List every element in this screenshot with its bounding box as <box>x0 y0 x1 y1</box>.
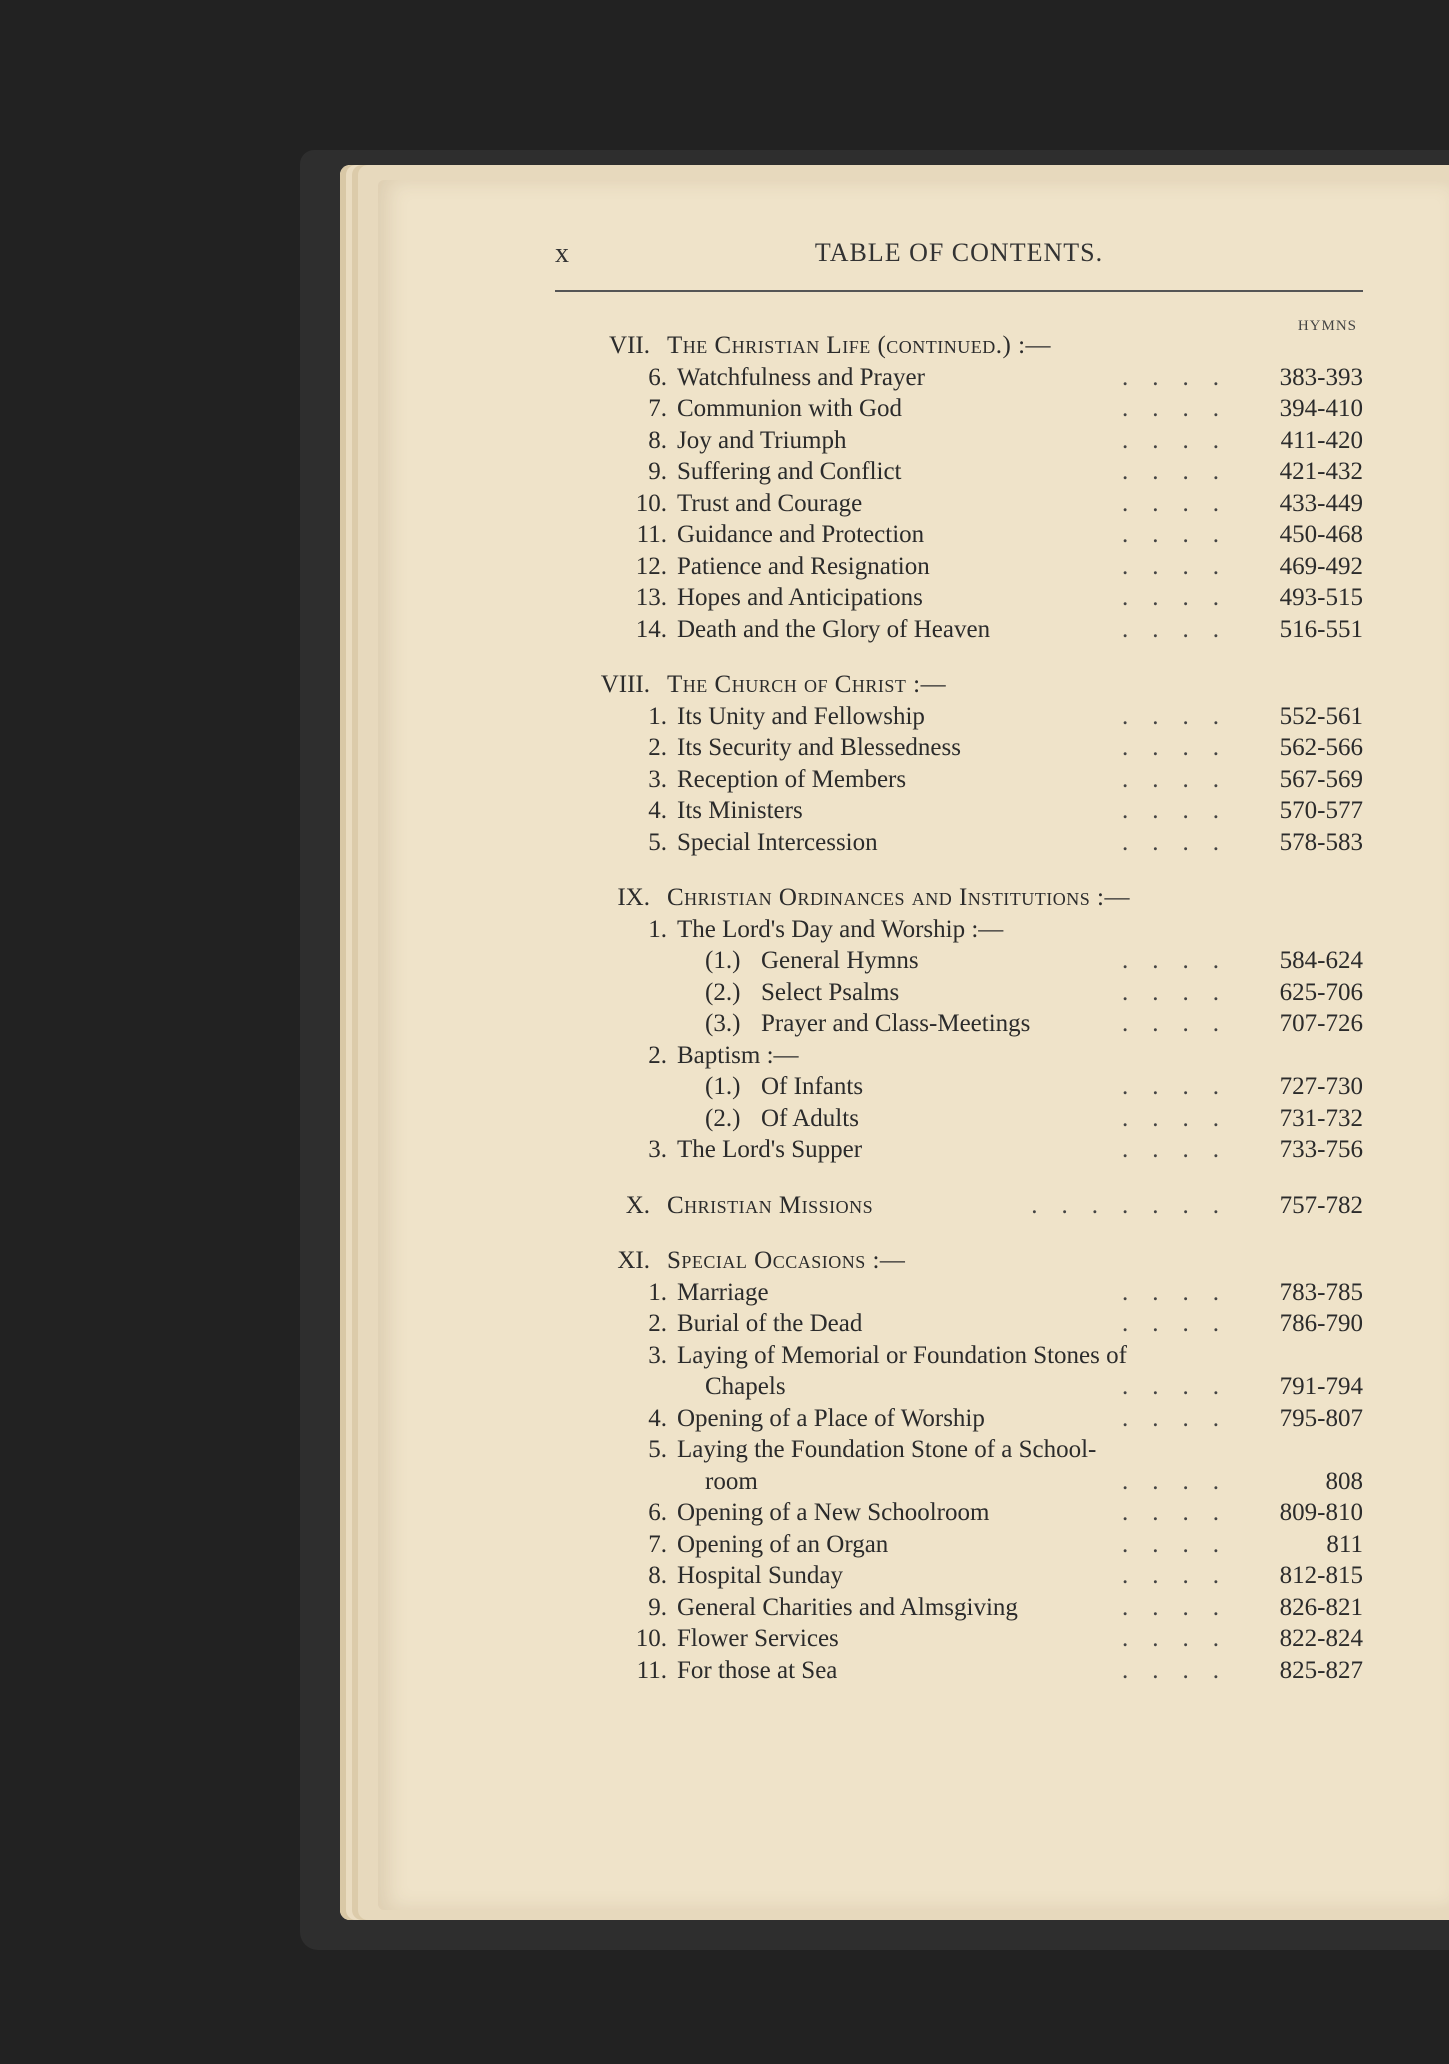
entry-number: 6. <box>648 363 667 391</box>
toc-entry <box>555 1531 1363 1563</box>
leader-dots: .... <box>1122 1530 1243 1558</box>
hymn-range: 450-468 <box>1279 521 1363 548</box>
section-heading <box>555 884 1363 916</box>
toc-entry <box>555 947 1363 979</box>
entry-number: 10. <box>635 489 667 517</box>
entry-label: Communion with God <box>677 395 903 422</box>
section-heading <box>555 332 1363 364</box>
hymn-range: 516-551 <box>1279 615 1363 643</box>
leader-dots: .... <box>1122 1278 1243 1306</box>
leader-dots: .... <box>1122 828 1243 856</box>
toc-entry <box>555 1405 1363 1437</box>
section-heading <box>555 1192 1363 1224</box>
section-number: IX. <box>617 884 650 911</box>
leader-dots: .... <box>1122 615 1243 643</box>
section-number: VIII. <box>600 671 650 698</box>
entry-label: Its Security and Blessedness <box>677 734 961 761</box>
toc-entry <box>555 1625 1363 1657</box>
entry-label: Of Infants <box>761 1073 864 1100</box>
entry-number: (3.) <box>705 1010 741 1037</box>
hymn-range: 411-420 <box>1280 426 1363 454</box>
entry-label: Marriage <box>677 1278 769 1306</box>
section-title: The Christian Life (continued.) :— <box>667 332 1052 359</box>
entry-label: General Hymns <box>761 947 919 974</box>
entry-number: 3. <box>648 1136 667 1163</box>
hymn-range: 469-492 <box>1279 552 1363 580</box>
hymn-range: 433-449 <box>1279 489 1363 517</box>
page-number: x <box>555 238 569 269</box>
toc-entry <box>555 553 1363 585</box>
toc-entry <box>555 1373 1363 1405</box>
hymn-range: 727-730 <box>1279 1073 1363 1100</box>
section-title: The Church of Christ :— <box>667 671 947 698</box>
toc-entry <box>555 1468 1363 1500</box>
entry-label: Chapels <box>705 1373 786 1400</box>
leader-dots: .... <box>1122 363 1243 391</box>
section-title: Special Occasions :— <box>667 1247 906 1274</box>
leader-dots: .... <box>1122 489 1243 517</box>
page-title: TABLE OF CONTENTS. <box>814 238 1104 267</box>
toc-entry <box>555 616 1363 648</box>
toc-entry <box>555 1436 1363 1468</box>
entry-label: room <box>705 1467 758 1495</box>
hymn-range: 493-515 <box>1279 584 1363 611</box>
leader-dots: .... <box>1122 584 1243 611</box>
hymn-range: 783-785 <box>1279 1278 1363 1306</box>
hymn-range: 809-810 <box>1279 1499 1363 1526</box>
entry-number: (2.) <box>705 1104 741 1132</box>
entry-number: 9. <box>648 458 667 485</box>
entry-label: Special Intercession <box>677 828 878 856</box>
section-title: Christian Ordinances and Institutions :— <box>667 884 1130 911</box>
toc-entry <box>555 1042 1363 1074</box>
hymn-range: 567-569 <box>1279 765 1363 793</box>
toc-entry <box>555 916 1363 948</box>
entry-number: 12. <box>635 552 667 580</box>
leader-dots: .... <box>1122 552 1243 580</box>
leader-dots: .... <box>1122 426 1243 454</box>
entry-number: 3. <box>648 765 667 793</box>
entry-label: Prayer and Class-Meetings <box>761 1010 1031 1037</box>
leader-dots: .... <box>1122 1073 1243 1100</box>
leader-dots: .... <box>1122 947 1243 974</box>
entry-label: Suffering and Conflict <box>677 458 902 485</box>
entry-number: 14. <box>635 615 667 643</box>
hymn-range: 795-807 <box>1279 1404 1363 1432</box>
toc-entry <box>555 1657 1363 1689</box>
entry-label: Opening of an Organ <box>677 1530 889 1558</box>
section-heading <box>555 671 1363 703</box>
leader-dots: .... <box>1122 1104 1243 1132</box>
leader-dots: .... <box>1122 797 1243 824</box>
entry-number: 5. <box>648 1436 667 1463</box>
entry-label: Trust and Courage <box>677 489 863 517</box>
entry-number: 9. <box>648 1593 667 1621</box>
hymn-range: 570-577 <box>1279 797 1363 824</box>
entry-label: General Charities and Almsgiving <box>677 1593 1018 1621</box>
entry-label: Reception of Members <box>677 765 907 793</box>
hymn-range: 578-583 <box>1279 828 1363 856</box>
hymn-range: 625-706 <box>1279 978 1363 1006</box>
hymn-range: 826-821 <box>1279 1593 1363 1621</box>
entry-label: Guidance and Protection <box>677 521 925 548</box>
entry-number: 1. <box>648 702 667 730</box>
hymn-range: 731-732 <box>1279 1104 1363 1132</box>
leader-dots: .... <box>1122 1010 1243 1037</box>
toc-entry <box>555 458 1363 490</box>
entry-number: 10. <box>635 1625 667 1652</box>
toc-entry <box>555 1562 1363 1594</box>
hymn-range: 808 <box>1325 1467 1363 1495</box>
toc-entry <box>555 1310 1363 1342</box>
leader-dots: .... <box>1122 1404 1243 1432</box>
leader-dots: .... <box>1122 1656 1243 1684</box>
leader-dots: .... <box>1122 1593 1243 1621</box>
toc-entry <box>555 1010 1363 1042</box>
leader-dots: .... <box>1122 1310 1243 1337</box>
entry-label: Watchfulness and Prayer <box>677 363 925 391</box>
entry-number: 2. <box>648 1310 667 1337</box>
leader-dots: .... <box>1122 978 1243 1006</box>
toc-entry <box>555 521 1363 553</box>
entry-label: Baptism :— <box>677 1041 799 1069</box>
entry-number: 7. <box>648 395 667 422</box>
hymn-range: 825-827 <box>1279 1656 1363 1684</box>
entry-number: (1.) <box>705 947 741 974</box>
hymn-range: 811 <box>1326 1530 1363 1558</box>
toc-entry <box>555 584 1363 616</box>
toc-entry <box>555 734 1363 766</box>
entry-number: 8. <box>648 426 667 454</box>
section-number: XI. <box>617 1247 650 1274</box>
entry-number: 7. <box>648 1530 667 1558</box>
entry-number: 11. <box>636 521 667 548</box>
toc-entry <box>555 979 1363 1011</box>
leader-dots: .... <box>1122 765 1243 793</box>
entry-number: 1. <box>648 915 667 943</box>
entry-number: 2. <box>648 1041 667 1069</box>
entry-label: Patience and Resignation <box>677 552 930 580</box>
entry-label: The Lord's Supper <box>677 1136 863 1163</box>
hymn-range: 383-393 <box>1279 363 1363 391</box>
toc-entry <box>555 395 1363 427</box>
toc-entry <box>555 1073 1363 1105</box>
hymn-range: 733-756 <box>1279 1136 1363 1163</box>
toc-entry <box>555 1105 1363 1137</box>
entry-number: 11. <box>636 1656 667 1684</box>
entry-number: 4. <box>648 1404 667 1432</box>
entry-label: Its Ministers <box>677 797 803 824</box>
entry-label: Hopes and Anticipations <box>677 584 923 611</box>
hymn-range: 394-410 <box>1279 395 1363 422</box>
toc-entry <box>555 1342 1363 1374</box>
entry-label: Opening of a New Schoolroom <box>677 1499 990 1526</box>
hymn-range: 552-561 <box>1279 702 1363 730</box>
toc-entry <box>555 829 1363 861</box>
entry-label: Opening of a Place of Worship <box>677 1404 985 1432</box>
hymn-range: 421-432 <box>1279 458 1363 485</box>
entry-number: 13. <box>635 584 667 611</box>
toc-entry <box>555 490 1363 522</box>
entry-number: 5. <box>648 828 667 856</box>
leader-dots: ....... <box>1031 1191 1243 1219</box>
entry-label: Select Psalms <box>761 978 900 1006</box>
leader-dots: .... <box>1122 1499 1243 1526</box>
entry-number: (1.) <box>705 1073 741 1100</box>
section-title: Christian Missions <box>667 1191 874 1219</box>
entry-number: 1. <box>648 1278 667 1306</box>
leader-dots: .... <box>1122 1373 1243 1400</box>
entry-label: Death and the Glory of Heaven <box>677 615 991 643</box>
entry-label: Burial of the Dead <box>677 1310 863 1337</box>
entry-number: 2. <box>648 734 667 761</box>
leader-dots: .... <box>1122 458 1243 485</box>
hymn-range: 584-624 <box>1279 947 1363 974</box>
hymn-range: 786-790 <box>1279 1310 1363 1337</box>
leader-dots: .... <box>1122 1625 1243 1652</box>
entry-number: 6. <box>648 1499 667 1526</box>
entry-label: The Lord's Day and Worship :— <box>677 915 1004 943</box>
header-rule <box>555 290 1363 292</box>
leader-dots: .... <box>1122 1136 1243 1163</box>
hymn-range: 822-824 <box>1279 1625 1363 1652</box>
hymn-range: 757-782 <box>1279 1191 1363 1219</box>
toc-entry <box>555 427 1363 459</box>
toc-entry <box>555 1594 1363 1626</box>
leader-dots: .... <box>1122 734 1243 761</box>
toc-entry <box>555 1499 1363 1531</box>
entry-label: Of Adults <box>761 1104 859 1132</box>
page-header <box>555 233 1363 283</box>
entry-number: 8. <box>648 1562 667 1589</box>
leader-dots: .... <box>1122 1467 1243 1495</box>
section-heading <box>555 1247 1363 1279</box>
entry-number: 4. <box>648 797 667 824</box>
entry-label: For those at Sea <box>677 1656 838 1684</box>
entry-label: Laying the Foundation Stone of a School- <box>677 1436 1097 1463</box>
entry-number: 3. <box>648 1341 667 1369</box>
leader-dots: .... <box>1122 521 1243 548</box>
toc-entry <box>555 364 1363 396</box>
leader-dots: .... <box>1122 702 1243 730</box>
leader-dots: .... <box>1122 1562 1243 1589</box>
entry-label: Laying of Memorial or Foundation Stones of <box>677 1341 1127 1369</box>
table-of-contents <box>555 332 1363 1688</box>
column-label: HYMNS <box>1297 318 1357 334</box>
hymn-range: 812-815 <box>1279 1562 1363 1589</box>
toc-entry <box>555 1279 1363 1311</box>
entry-label: Flower Services <box>677 1625 839 1652</box>
section-number: X. <box>625 1191 650 1219</box>
hymn-range: 707-726 <box>1279 1010 1363 1037</box>
toc-entry <box>555 797 1363 829</box>
entry-label: Hospital Sunday <box>677 1562 843 1589</box>
toc-entry <box>555 766 1363 798</box>
entry-number: (2.) <box>705 978 741 1006</box>
entry-label: Its Unity and Fellowship <box>677 702 925 730</box>
toc-entry <box>555 1136 1363 1168</box>
leader-dots: .... <box>1122 395 1243 422</box>
hymn-range: 791-794 <box>1279 1373 1363 1400</box>
section-number: VII. <box>609 332 650 359</box>
hymn-range: 562-566 <box>1279 734 1363 761</box>
entry-label: Joy and Triumph <box>677 426 847 454</box>
toc-entry <box>555 703 1363 735</box>
